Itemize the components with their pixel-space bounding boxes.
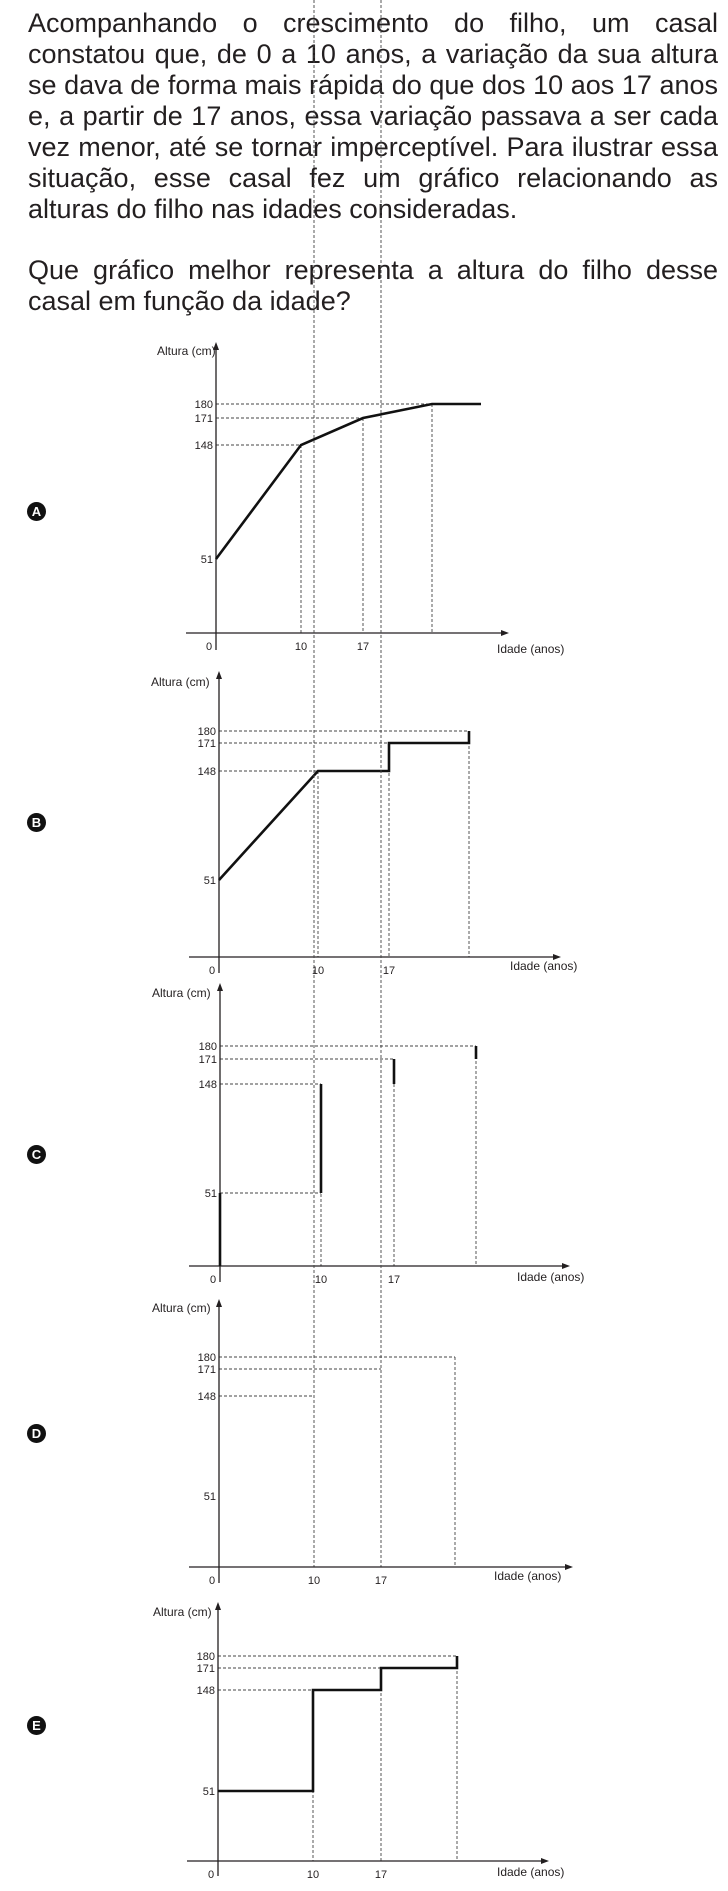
y-axis-arrow [217,983,223,991]
x-axis-arrow [565,1564,573,1570]
y-axis-label: Altura (cm) [152,986,211,1000]
y-tick-label: 171 [197,1364,216,1376]
y-tick-label: 51 [200,554,213,566]
height-curve [216,404,481,559]
graph-option-e [153,1602,564,1881]
x-tick-label: 0 [210,1274,217,1286]
y-axis-arrow [216,1299,222,1307]
y-tick-label: 171 [194,413,213,425]
x-tick-label: 17 [374,1869,388,1881]
y-axis-label: Altura (cm) [151,675,210,689]
option-b-badge[interactable]: B [27,813,46,832]
height-curve [219,731,469,880]
x-tick-label: 10 [294,641,308,653]
x-tick-label: 0 [206,641,213,653]
y-tick-label: 148 [197,1391,216,1403]
y-tick-label: 180 [197,1352,216,1364]
y-axis-arrow [216,671,222,679]
x-tick-label: 10 [307,1575,321,1587]
question-text: Que gráfico melhor representa a altura do filho desse casal em função da idade? [28,255,718,316]
y-tick-label: 51 [203,875,216,887]
y-tick-label: 148 [196,1685,215,1697]
x-axis-label: Idade (anos) [494,1569,562,1583]
x-tick-label: 17 [387,1274,401,1286]
x-axis-label: Idade (anos) [497,642,565,656]
graph-option-b [151,671,577,977]
y-tick-label: 180 [194,399,213,411]
x-axis-label: Idade (anos) [497,1865,565,1879]
y-tick-label: 180 [197,726,216,738]
y-tick-label: 148 [197,766,216,778]
height-curve [218,1656,457,1791]
x-axis-label: Idade (anos) [510,959,578,973]
y-tick-label: 171 [198,1054,217,1066]
x-tick-label: 17 [374,1575,388,1587]
y-tick-label: 171 [197,738,216,750]
x-tick-label: 17 [356,641,370,653]
y-tick-label: 180 [196,1651,215,1663]
y-tick-label: 180 [198,1041,217,1053]
y-tick-label: 148 [194,440,213,452]
x-tick-label: 10 [311,965,325,977]
x-tick-label: 0 [209,965,216,977]
x-axis-arrow [562,1263,570,1269]
x-tick-label: 0 [208,1869,215,1881]
option-a-badge[interactable]: A [27,502,46,521]
y-tick-label: 51 [204,1188,217,1200]
y-tick-label: 51 [202,1786,215,1798]
y-axis-label: Altura (cm) [152,1301,211,1315]
y-axis-label: Altura (cm) [157,344,216,358]
stem-text: Acompanhando o crescimento do filho, um casal constatou que, de 0 a 10 anos, a variação da sua altura se dava de forma mais rápida do que dos 10 aos 17 anos e, a partir de 17 anos, essa variação passava a ser cada vez menor, até se tornar imperceptível. Para ilustrar essa situação, esse casal fez um gráfico relacionando as alturas do filho nas idades consideradas. [28,8,718,224]
x-tick-label: 17 [382,965,396,977]
y-axis-arrow [215,1602,221,1610]
x-axis-label: Idade (anos) [517,1270,585,1284]
option-d-badge[interactable]: D [27,1424,46,1443]
x-axis-arrow [541,1858,549,1864]
graph-option-d [152,0,573,1587]
graph-option-c [152,983,584,1286]
x-tick-label: 10 [306,1869,320,1881]
option-e-badge[interactable]: E [27,1716,46,1735]
y-tick-label: 51 [203,1491,216,1503]
y-tick-label: 148 [198,1079,217,1091]
x-tick-label: 10 [314,1274,328,1286]
y-tick-label: 171 [196,1663,215,1675]
x-axis-arrow [501,630,509,636]
graph-option-a [157,342,564,656]
x-tick-label: 0 [209,1575,216,1587]
option-c-badge[interactable]: C [27,1145,46,1164]
y-axis-label: Altura (cm) [153,1605,212,1619]
